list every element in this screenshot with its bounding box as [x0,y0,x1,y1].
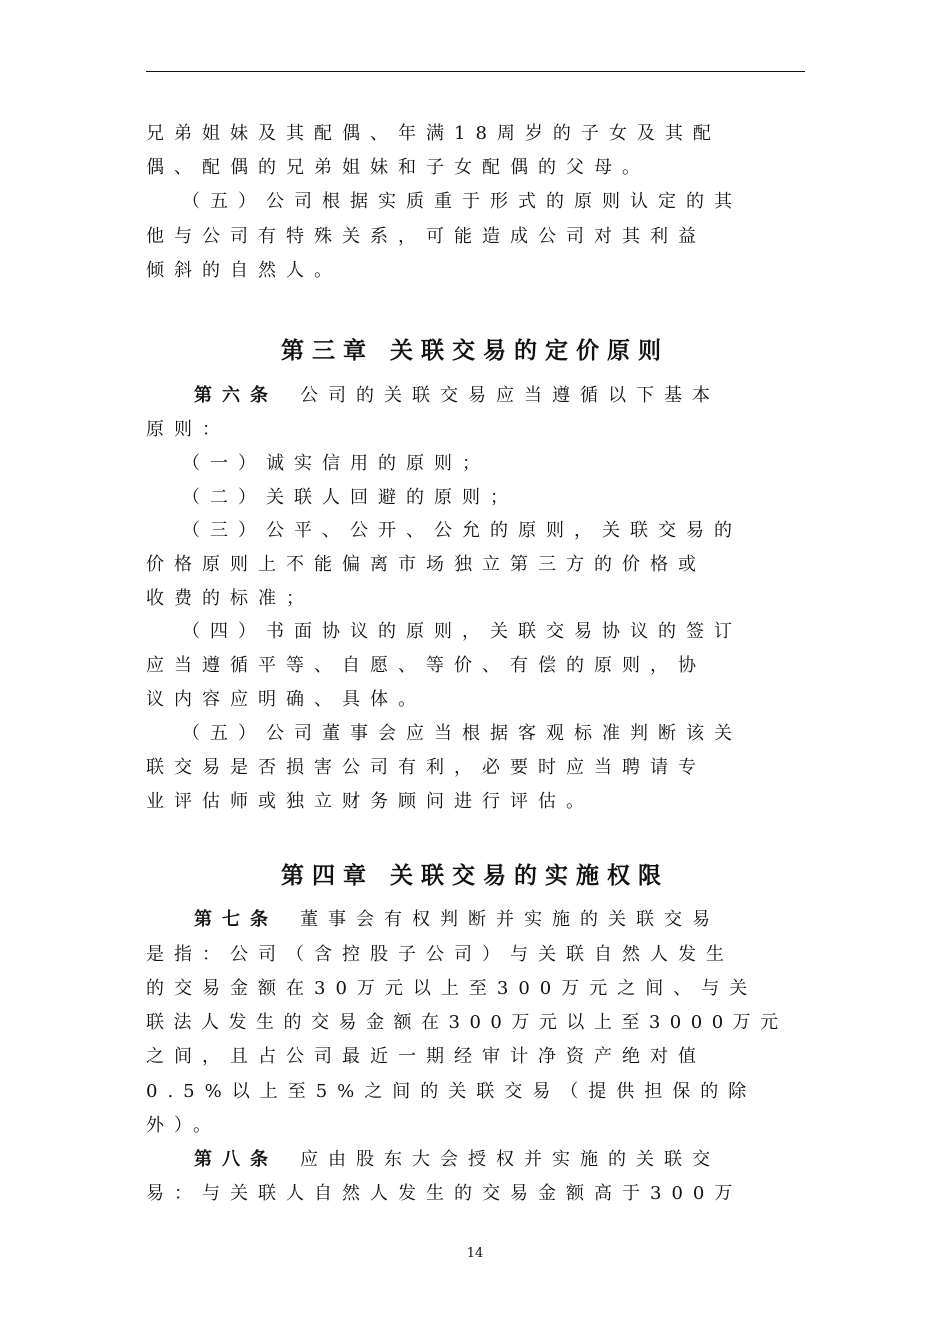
article-label: 第六条 [194,385,278,406]
article-text: 董事会有权判断并实施的关联交易 [300,909,720,930]
body-line: （三）公平、公开、公允的原则，关联交易的 [182,520,742,541]
body-line: 他与公司有特殊关系，可能造成公司对其利益 [146,226,706,247]
body-line: 外）。 [146,1115,221,1136]
body-line: 应当遵循平等、自愿、等价、有偿的原则，协 [146,655,706,676]
body-line: 倾斜的自然人。 [146,260,342,281]
article-text: 应由股东大会授权并实施的关联交 [300,1149,720,1170]
body-line: 之间，且占公司最近一期经审计净资产绝对值 [146,1046,706,1067]
body-line: 业评估师或独立财务顾问进行评估。 [146,791,594,812]
body-line: 的交易金额在30万元以上至300万元之间、与关 [146,978,758,999]
body-line: （二）关联人回避的原则； [182,487,518,508]
body-line: 0.5%以上至5%之间的关联交易（提供担保的除 [146,1081,757,1102]
article-line [194,380,720,412]
body-line: 偶、配偶的兄弟姐妹和子女配偶的父母。 [146,157,650,178]
body-line: 是指：公司（含控股子公司）与关联自然人发生 [146,944,734,965]
header-rule [146,71,805,72]
page-number: 14 [466,1246,484,1261]
article-label: 第八条 [194,1149,278,1170]
body-line: 兄弟姐妹及其配偶、年满18周岁的子女及其配 [146,123,721,144]
article-line [194,1144,720,1176]
body-line: 联法人发生的交易金额在300万元以上至3000万元 [146,1012,788,1033]
body-line: 收费的标准； [146,588,314,609]
body-line: 联交易是否损害公司有利，必要时应当聘请专 [146,757,706,778]
body-line: 原则： [146,419,230,440]
chapter-title: 第四章 关联交易的实施权限 [280,862,669,889]
body-line: 议内容应明确、具体。 [146,689,426,710]
body-line: 价格原则上不能偏离市场独立第三方的价格或 [146,554,706,575]
body-line: （五）公司根据实质重于形式的原则认定的其 [182,191,742,212]
article-text: 公司的关联交易应当遵循以下基本 [300,385,720,406]
article-label: 第七条 [194,909,278,930]
body-line: 易：与关联人自然人发生的交易金额高于300万 [146,1183,743,1204]
body-line: （一）诚实信用的原则； [182,453,490,474]
body-line: （五）公司董事会应当根据客观标准判断该关 [182,723,742,744]
chapter-title: 第三章 关联交易的定价原则 [280,337,669,364]
article-line [194,904,720,936]
body-line: （四）书面协议的原则，关联交易协议的签订 [182,621,742,642]
